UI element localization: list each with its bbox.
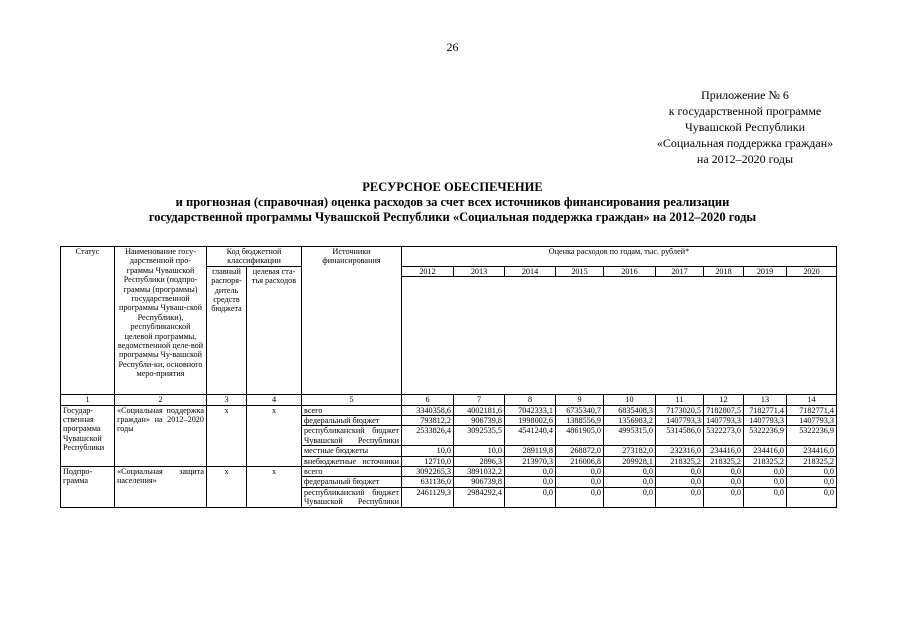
appendix-line: на 2012–2020 годы: [696, 152, 794, 166]
row-value: 0,0: [604, 487, 656, 507]
row-value: 216006,8: [556, 456, 604, 466]
row-status: Государ-ственная программа Чувашской Республики: [61, 405, 115, 466]
row-source: республиканский бюджет Чувашской Республики: [302, 426, 402, 446]
appendix-line: «Социальная поддержка граждан»: [656, 136, 834, 150]
row-source: внебюджетные источники: [302, 456, 402, 466]
row-value: 0,0: [604, 477, 656, 487]
header-year: 2019: [744, 266, 787, 276]
row-value: 6835408,3: [604, 405, 656, 415]
row-value: 273182,0: [604, 446, 656, 456]
row-status: Подпро-грамма: [61, 467, 115, 508]
row-value: 218325,2: [787, 456, 837, 466]
table-header: [61, 247, 837, 406]
row-value: 0,0: [704, 467, 744, 477]
header-source: Источники финансирования: [302, 247, 402, 395]
header-year: 2018: [704, 266, 744, 276]
appendix-note: [610, 87, 880, 167]
row-value: 3891032,2: [454, 467, 505, 477]
row-value: 5322236,9: [787, 426, 837, 446]
header-years-group: Оценка расходов по годам, тыс. рублей*: [402, 247, 837, 267]
row-value: 12710,0: [402, 456, 454, 466]
col-number: 2: [115, 395, 207, 405]
row-value: 0,0: [704, 477, 744, 487]
row-value: 0,0: [556, 487, 604, 507]
row-value: 232316,0: [656, 446, 704, 456]
row-value: 7173020,5: [656, 405, 704, 415]
row-value: 0,0: [505, 477, 556, 487]
row-value: 2896,3: [454, 456, 505, 466]
row-value: 1356983,2: [604, 416, 656, 426]
row-value: 1407793,3: [704, 416, 744, 426]
header-year: 2013: [454, 266, 505, 276]
row-value: 0,0: [505, 467, 556, 477]
row-source: республиканский бюджет Чувашской Республики: [302, 487, 402, 507]
row-value: 218325,2: [704, 456, 744, 466]
table-body: [61, 405, 837, 507]
row-value: 0,0: [656, 487, 704, 507]
header-code-target: целевая ста-тья расходов: [247, 266, 302, 394]
row-value: 0,0: [787, 467, 837, 477]
col-number: 10: [604, 395, 656, 405]
row-value: 218325,2: [744, 456, 787, 466]
row-value: 1407793,3: [787, 416, 837, 426]
row-value: 631136,0: [402, 477, 454, 487]
row-value: 4861905,0: [556, 426, 604, 446]
row-value: 793812,2: [402, 416, 454, 426]
row-source: всего: [302, 405, 402, 415]
header-year: 2012: [402, 266, 454, 276]
row-value: 213970,3: [505, 456, 556, 466]
row-value: 10,0: [454, 446, 505, 456]
header-year: 2014: [505, 266, 556, 276]
row-code-main: x: [207, 405, 247, 466]
appendix-line: Чувашской Республики: [684, 120, 806, 134]
page-number: 26: [446, 40, 459, 54]
row-value: 7182771,4: [744, 405, 787, 415]
appendix-line: к государственной программе: [668, 104, 822, 118]
col-number: 6: [402, 395, 454, 405]
col-number: 3: [207, 395, 247, 405]
resource-table: [60, 246, 837, 508]
row-name: «Социальная защита населения»: [115, 467, 207, 508]
row-value: 1407793,3: [744, 416, 787, 426]
header-year: 2016: [604, 266, 656, 276]
column-number-row: [61, 395, 837, 405]
row-value: 0,0: [744, 467, 787, 477]
row-value: 0,0: [656, 467, 704, 477]
row-value: 1998002,6: [505, 416, 556, 426]
row-value: 0,0: [556, 467, 604, 477]
col-number: 12: [704, 395, 744, 405]
header-code-main: главный распоря-дитель средств бюджета: [207, 266, 247, 394]
row-value: 0,0: [505, 487, 556, 507]
row-name: «Социальная поддержка граждан» на 2012–2020 годы: [115, 405, 207, 466]
header-code-group: Код бюджетной классификации: [207, 247, 302, 267]
row-value: 268872,0: [556, 446, 604, 456]
row-value: 0,0: [556, 477, 604, 487]
title-line: государственной программы Чувашской Республики «Социальная поддержка граждан» на 2012–2020 годы: [148, 210, 757, 224]
row-code-target: x: [247, 467, 302, 508]
col-number: 11: [656, 395, 704, 405]
row-value: 5322273,0: [704, 426, 744, 446]
row-code-target: x: [247, 405, 302, 466]
row-value: 0,0: [787, 487, 837, 507]
row-value: 3092535,5: [454, 426, 505, 446]
row-value: 4995315,0: [604, 426, 656, 446]
row-value: 5322236,9: [744, 426, 787, 446]
title-line: и прогнозная (справочная) оценка расходов за счет всех источников финансирования реализации: [175, 195, 730, 209]
row-value: 0,0: [704, 487, 744, 507]
row-value: 0,0: [604, 467, 656, 477]
row-value: 2984292,4: [454, 487, 505, 507]
col-number: 7: [454, 395, 505, 405]
col-number: 5: [302, 395, 402, 405]
row-value: 0,0: [744, 487, 787, 507]
appendix-line: Приложение № 6: [701, 88, 789, 102]
row-value: 6735340,7: [556, 405, 604, 415]
row-value: 0,0: [656, 477, 704, 487]
header-spacer: [402, 277, 837, 395]
col-number: 1: [61, 395, 115, 405]
col-number: 13: [744, 395, 787, 405]
table-row: [61, 467, 837, 477]
row-value: 289119,8: [505, 446, 556, 456]
row-value: 5314586,0: [656, 426, 704, 446]
row-value: 1407793,3: [656, 416, 704, 426]
row-value: 906739,8: [454, 477, 505, 487]
row-source: местные бюджеты: [302, 446, 402, 456]
row-code-main: x: [207, 467, 247, 508]
row-value: 0,0: [787, 477, 837, 487]
row-value: 906739,8: [454, 416, 505, 426]
header-name: Наименование госу-дарственной про-граммы Чувашской Республики (подпро-граммы (программы) государственной программы Чуваш-ской Республики), республиканской целевой программы, ведомственной целе-вой программы Чу-вашской Республи-ки, основного меро-приятия: [115, 247, 207, 395]
header-year: 2020: [787, 266, 837, 276]
row-value: 0,0: [744, 477, 787, 487]
header-year: 2017: [656, 266, 704, 276]
row-value: 1388556,9: [556, 416, 604, 426]
row-source: федеральный бюджет: [302, 477, 402, 487]
row-value: 2533826,4: [402, 426, 454, 446]
row-value: 4541240,4: [505, 426, 556, 446]
row-value: 218325,2: [656, 456, 704, 466]
col-number: 9: [556, 395, 604, 405]
row-value: 234416,0: [787, 446, 837, 456]
document-title: [0, 180, 905, 225]
header-year: 2015: [556, 266, 604, 276]
row-value: 7042333,1: [505, 405, 556, 415]
row-value: 4002181,6: [454, 405, 505, 415]
row-value: 10,0: [402, 446, 454, 456]
header-row: [61, 247, 837, 267]
title-line: РЕСУРСНОЕ ОБЕСПЕЧЕНИЕ: [362, 180, 543, 194]
row-value: 7182807,5: [704, 405, 744, 415]
row-source: федеральный бюджет: [302, 416, 402, 426]
row-value: 234416,0: [704, 446, 744, 456]
col-number: 14: [787, 395, 837, 405]
row-source: всего: [302, 467, 402, 477]
row-value: 2461129,3: [402, 487, 454, 507]
table-row: [61, 405, 837, 415]
row-value: 3340358,6: [402, 405, 454, 415]
header-status: Статус: [61, 247, 115, 395]
col-number: 8: [505, 395, 556, 405]
row-value: 3092265,3: [402, 467, 454, 477]
col-number: 4: [247, 395, 302, 405]
row-value: 234416,0: [744, 446, 787, 456]
row-value: 209928,1: [604, 456, 656, 466]
row-value: 7182771,4: [787, 405, 837, 415]
